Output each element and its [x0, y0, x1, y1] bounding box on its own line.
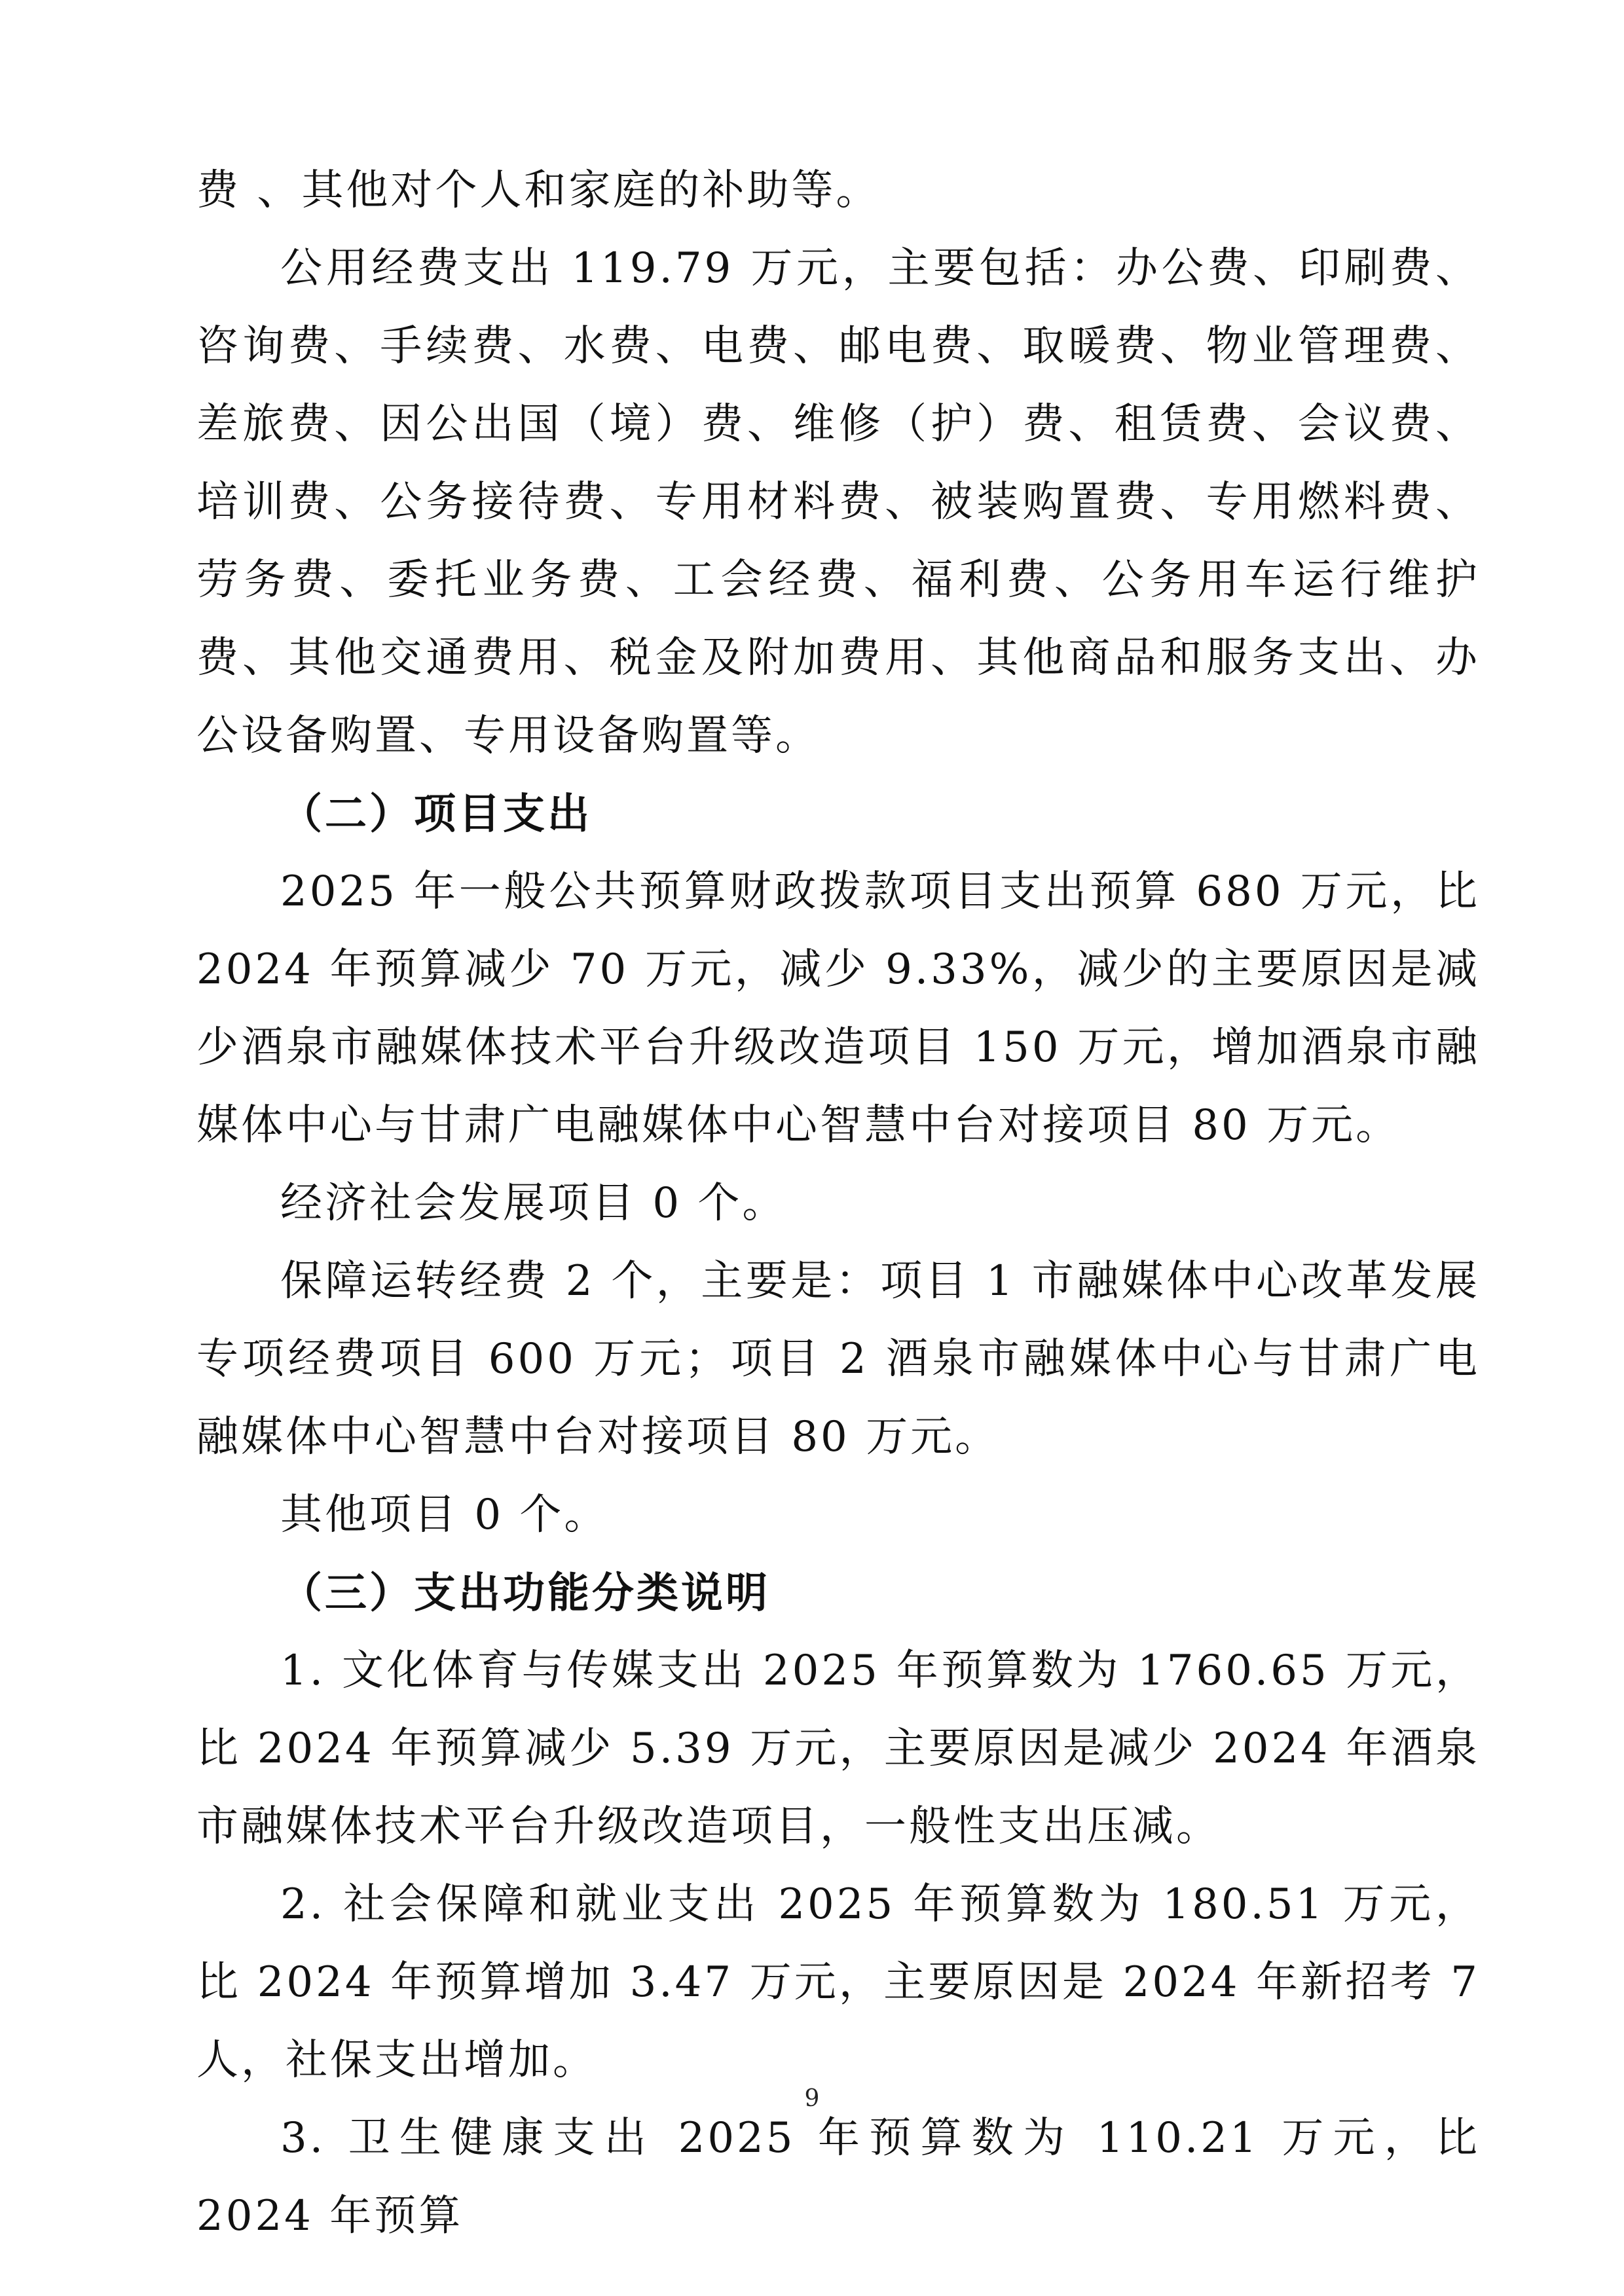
paragraph-culture-sports-media: 1. 文化体育与传媒支出 2025 年预算数为 1760.65 万元，比 2024 年预算减少 5.39 万元，主要原因是减少 2024 年酒泉市融媒体技术平台升级改造项目，一般性支出压减。: [196, 1647, 1480, 1851]
page-number: 9: [804, 2085, 820, 2112]
heading-functional-classification: （三）支出功能分类说明: [280, 1569, 770, 1618]
paragraph-operation-funds: 保障运转经费 2 个，主要是：项目 1 市融媒体中心改革发展专项经费项目 600 万元；项目 2 酒泉市融媒体中心与甘肃广电融媒体中心智慧中台对接项目 80 万元。: [196, 1257, 1480, 1461]
paragraph-economic-projects: 经济社会发展项目 0 个。: [280, 1179, 787, 1228]
paragraph-health: 3. 卫生健康支出 2025 年预算数为 110.21 万元，比 2024 年预算: [196, 2114, 1480, 2240]
heading-project-expenditure: （二）项目支出: [280, 790, 592, 839]
paragraph-social-security: 2. 社会保障和就业支出 2025 年预算数为 180.51 万元，比 2024 年预算增加 3.47 万元，主要原因是 2024 年新招考 7 人，社保支出增加。: [196, 1880, 1480, 2085]
paragraph-project-budget: 2025 年一般公共预算财政拨款项目支出预算 680 万元，比 2024 年预算减少 70 万元，减少 9.33%，减少的主要原因是减少酒泉市融媒体技术平台升级改造项目 150 万元，增加酒泉市融媒体中心与甘肃广电融媒体中心智慧中台对接项目 80 万元。: [196, 867, 1480, 1150]
body-text: [196, 152, 1480, 2255]
paragraph-subsidy-end: 费 、其他对个人和家庭的补助等。: [196, 166, 881, 215]
paragraph-public-expenses: 公用经费支出 119.79 万元，主要包括：办公费、印刷费、咨询费、手续费、水费、电费、邮电费、取暖费、物业管理费、差旅费、因公出国（境）费、维修（护）费、租赁费、会议费、培训费、公务接待费、专用材料费、被装购置费、专用燃料费、劳务费、委托业务费、工会经费、福利费、公务用车运行维护费、其他交通费用、税金及附加费用、其他商品和服务支出、办公设备购置、专用设备购置等。: [196, 244, 1480, 760]
paragraph-other-projects: 其他项目 0 个。: [280, 1491, 609, 1539]
